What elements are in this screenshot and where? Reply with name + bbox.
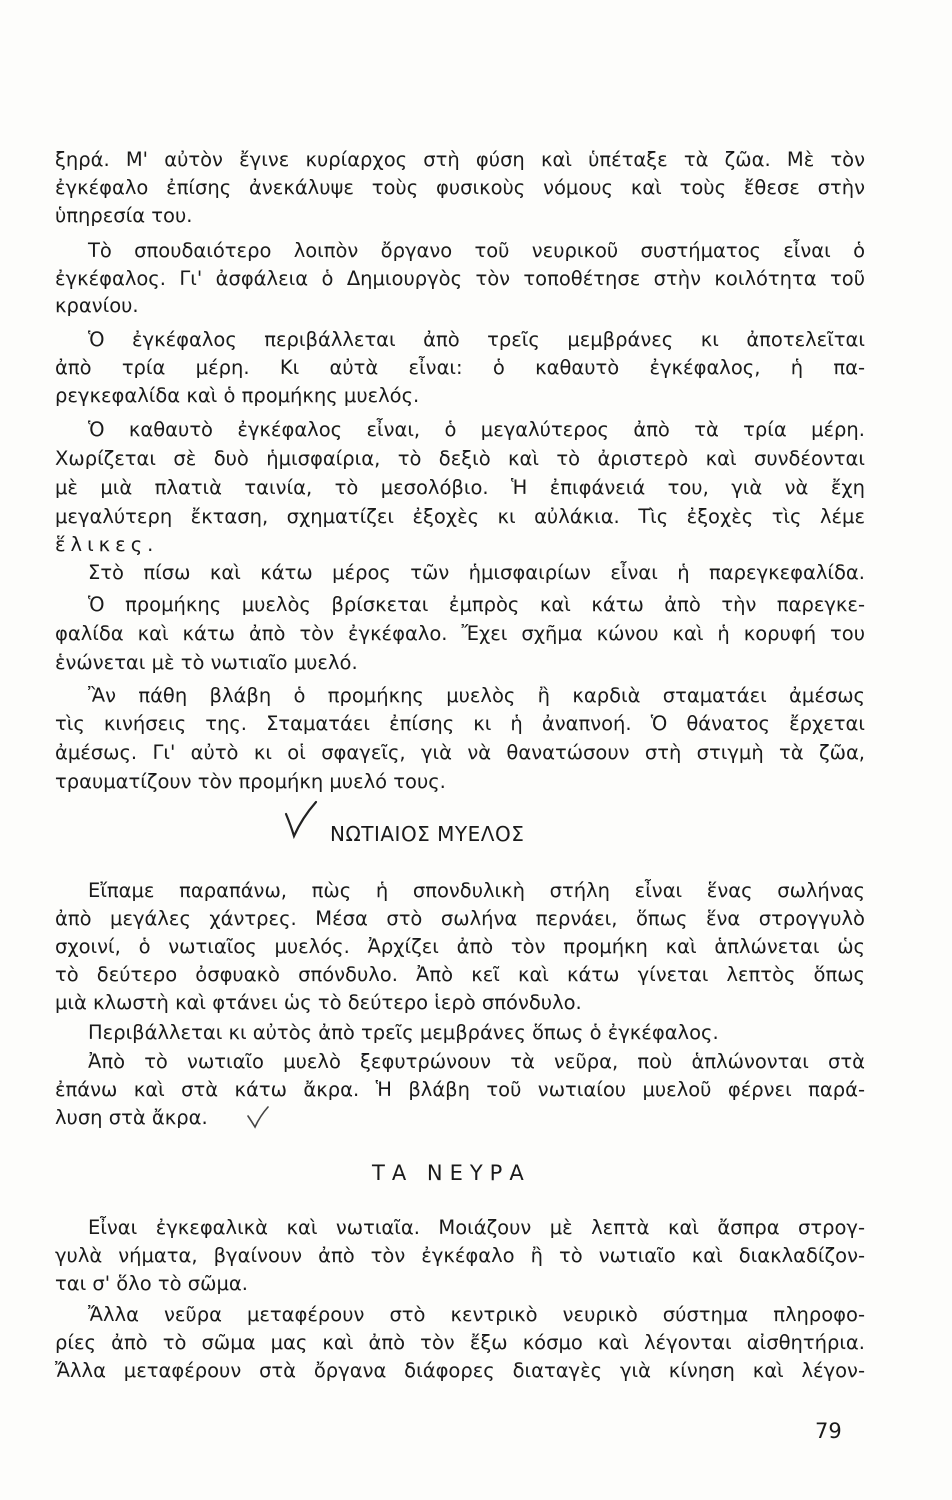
handwritten-check-mark-icon xyxy=(282,800,322,840)
text-line: ἀπὸ τρία μέρη. Κι αὐτὰ εἶναι: ὁ καθαυτὸ ἐγκέφαλος, ἡ πα- xyxy=(55,356,865,379)
text-line: μεγαλύτερη ἔκταση, σχηματίζει ἐξοχὲς κι αὐλάκια. Τὶς ἐξοχὲς τὶς λέμε xyxy=(55,505,865,528)
text-line: Τὸ σπουδαιότερο λοιπὸν ὄργανο τοῦ νευρικοῦ συστήματος εἶναι ὁ xyxy=(88,239,865,262)
text-line: Στὸ πίσω καὶ κάτω μέρος τῶν ἡμισφαιρίων εἶναι ἡ παρεγκεφαλίδα. xyxy=(88,561,865,584)
text-line: μὲ μιὰ πλατιὰ ταινία, τὸ μεσολόβιο. Ἡ ἐπιφάνειά του, γιὰ νὰ ἔχη xyxy=(55,476,865,499)
text-line: ρίες ἀπὸ τὸ σῶμα μας καὶ ἀπὸ τὸν ἔξω κόσμο καὶ λέγονται αἰσθητήρια. xyxy=(55,1331,865,1354)
text-line: Περιβάλλεται κι αὐτὸς ἀπὸ τρεῖς μεμβράνες ὅπως ὁ ἐγκέφαλος. xyxy=(88,1021,719,1044)
text-line: φαλίδα καὶ κάτω ἀπὸ τὸν ἐγκέφαλο. Ἔχει σχῆμα κώνου καὶ ἡ κορυφή του xyxy=(55,622,865,645)
text-line: σχοινί, ὁ νωτιαῖος μυελός. Ἀρχίζει ἀπὸ τὸν προμήκη καὶ ἁπλώνεται ὡς xyxy=(55,935,865,958)
text-line: Χωρίζεται σὲ δυὸ ἡμισφαίρια, τὸ δεξιὸ καὶ τὸ ἀριστερὸ καὶ συνδέονται xyxy=(55,447,865,470)
text-line: Ἄλλα νεῦρα μεταφέρουν στὸ κεντρικὸ νευρικὸ σύστημα πληροφο- xyxy=(88,1303,865,1326)
text-line: Εἴπαμε παραπάνω, πὼς ἡ σπονδυλικὴ στήλη εἶναι ἕνας σωλήνας xyxy=(88,879,865,902)
text-line: Εἶναι ἐγκεφαλικὰ καὶ νωτιαῖα. Μοιάζουν μὲ λεπτὰ καὶ ἄσπρα στρογ- xyxy=(88,1216,865,1239)
text-line: τὶς κινήσεις της. Σταματάει ἐπίσης κι ἡ ἀναπνοή. Ὁ θάνατος ἔρχεται xyxy=(55,712,865,735)
page-number: 79 xyxy=(815,1419,842,1443)
text-line: κρανίου. xyxy=(55,294,139,317)
text-line: ται σ' ὅλο τὸ σῶμα. xyxy=(55,1272,248,1295)
text-line: ἐγκέφαλος. Γι' ἀσφάλεια ὁ Δημιουργὸς τὸν τοποθέτησε στὴν κοιλότητα τοῦ xyxy=(55,267,865,290)
text-line: ἐγκέφαλο ἐπίσης ἀνεκάλυψε τοὺς φυσικοὺς νόμους καὶ τοὺς ἔθεσε στὴν xyxy=(55,176,865,199)
text-line: Ὁ ἐγκέφαλος περιβάλλεται ἀπὸ τρεῖς μεμβράνες κι ἀποτελεῖται xyxy=(88,328,865,351)
text-line: Ἂν πάθη βλάβη ὁ προμήκης μυελὸς ἢ καρδιὰ σταματάει ἀμέσως xyxy=(88,684,865,707)
text-line: τὸ δεύτερο ὀσφυακὸ σπόνδυλο. Ἀπὸ κεῖ καὶ κάτω γίνεται λεπτὸς ὅπως xyxy=(55,963,865,986)
text-line: ἑνώνεται μὲ τὸ νωτιαῖο μυελό. xyxy=(55,651,358,674)
section-heading-nerves: ΤΑ ΝΕΥΡΑ xyxy=(372,1161,531,1185)
text-line: Ὁ προμήκης μυελὸς βρίσκεται ἐμπρὸς καὶ κάτω ἀπὸ τὴν παρεγκε- xyxy=(88,593,865,616)
text-line: ξηρά. Μ' αὐτὸν ἔγινε κυρίαρχος στὴ φύση καὶ ὑπέταξε τὰ ζῶα. Μὲ τὸν xyxy=(55,148,865,171)
text-line: ὑπηρεσία του. xyxy=(55,204,193,227)
text-line: ἐπάνω καὶ στὰ κάτω ἄκρα. Ἡ βλάβη τοῦ νωτιαίου μυελοῦ φέρνει παρά- xyxy=(55,1078,865,1101)
text-line: ἕλικες. xyxy=(55,533,159,556)
text-line: Ὁ καθαυτὸ ἐγκέφαλος εἶναι, ὁ μεγαλύτερος ἀπὸ τὰ τρία μέρη. xyxy=(88,418,865,441)
text-line: μιὰ κλωστὴ καὶ φτάνει ὡς τὸ δεύτερο ἱερὸ σπόνδυλο. xyxy=(55,991,582,1014)
text-line: τραυματίζουν τὸν προμήκη μυελό τους. xyxy=(55,770,446,793)
section-heading-spinal-cord: ΝΩΤΙΑΙΟΣ ΜΥΕΛΟΣ xyxy=(330,822,525,846)
handwritten-check-mark-icon xyxy=(245,1104,271,1130)
text-line: Ἀπὸ τὸ νωτιαῖο μυελὸ ξεφυτρώνουν τὰ νεῦρα, ποὺ ἁπλώνονται στὰ xyxy=(88,1050,865,1073)
text-line: ρεγκεφαλίδα καὶ ὁ προμήκης μυελός. xyxy=(55,384,420,407)
text-line: Ἄλλα μεταφέρουν στὰ ὄργανα διάφορες διαταγὲς γιὰ κίνηση καὶ λέγον- xyxy=(55,1359,865,1382)
text-line: γυλὰ νήματα, βγαίνουν ἀπὸ τὸν ἐγκέφαλο ἢ τὸ νωτιαῖο καὶ διακλαδίζον- xyxy=(55,1244,865,1267)
text-line: λυση στὰ ἄκρα. xyxy=(55,1106,208,1129)
text-line: ἀμέσως. Γι' αὐτὸ κι οἱ σφαγεῖς, γιὰ νὰ θανατώσουν στὴ στιγμὴ τὰ ζῶα, xyxy=(55,741,865,764)
text-line: ἀπὸ μεγάλες χάντρες. Μέσα στὸ σωλήνα περνάει, ὅπως ἕνα στρογγυλὸ xyxy=(55,907,865,930)
